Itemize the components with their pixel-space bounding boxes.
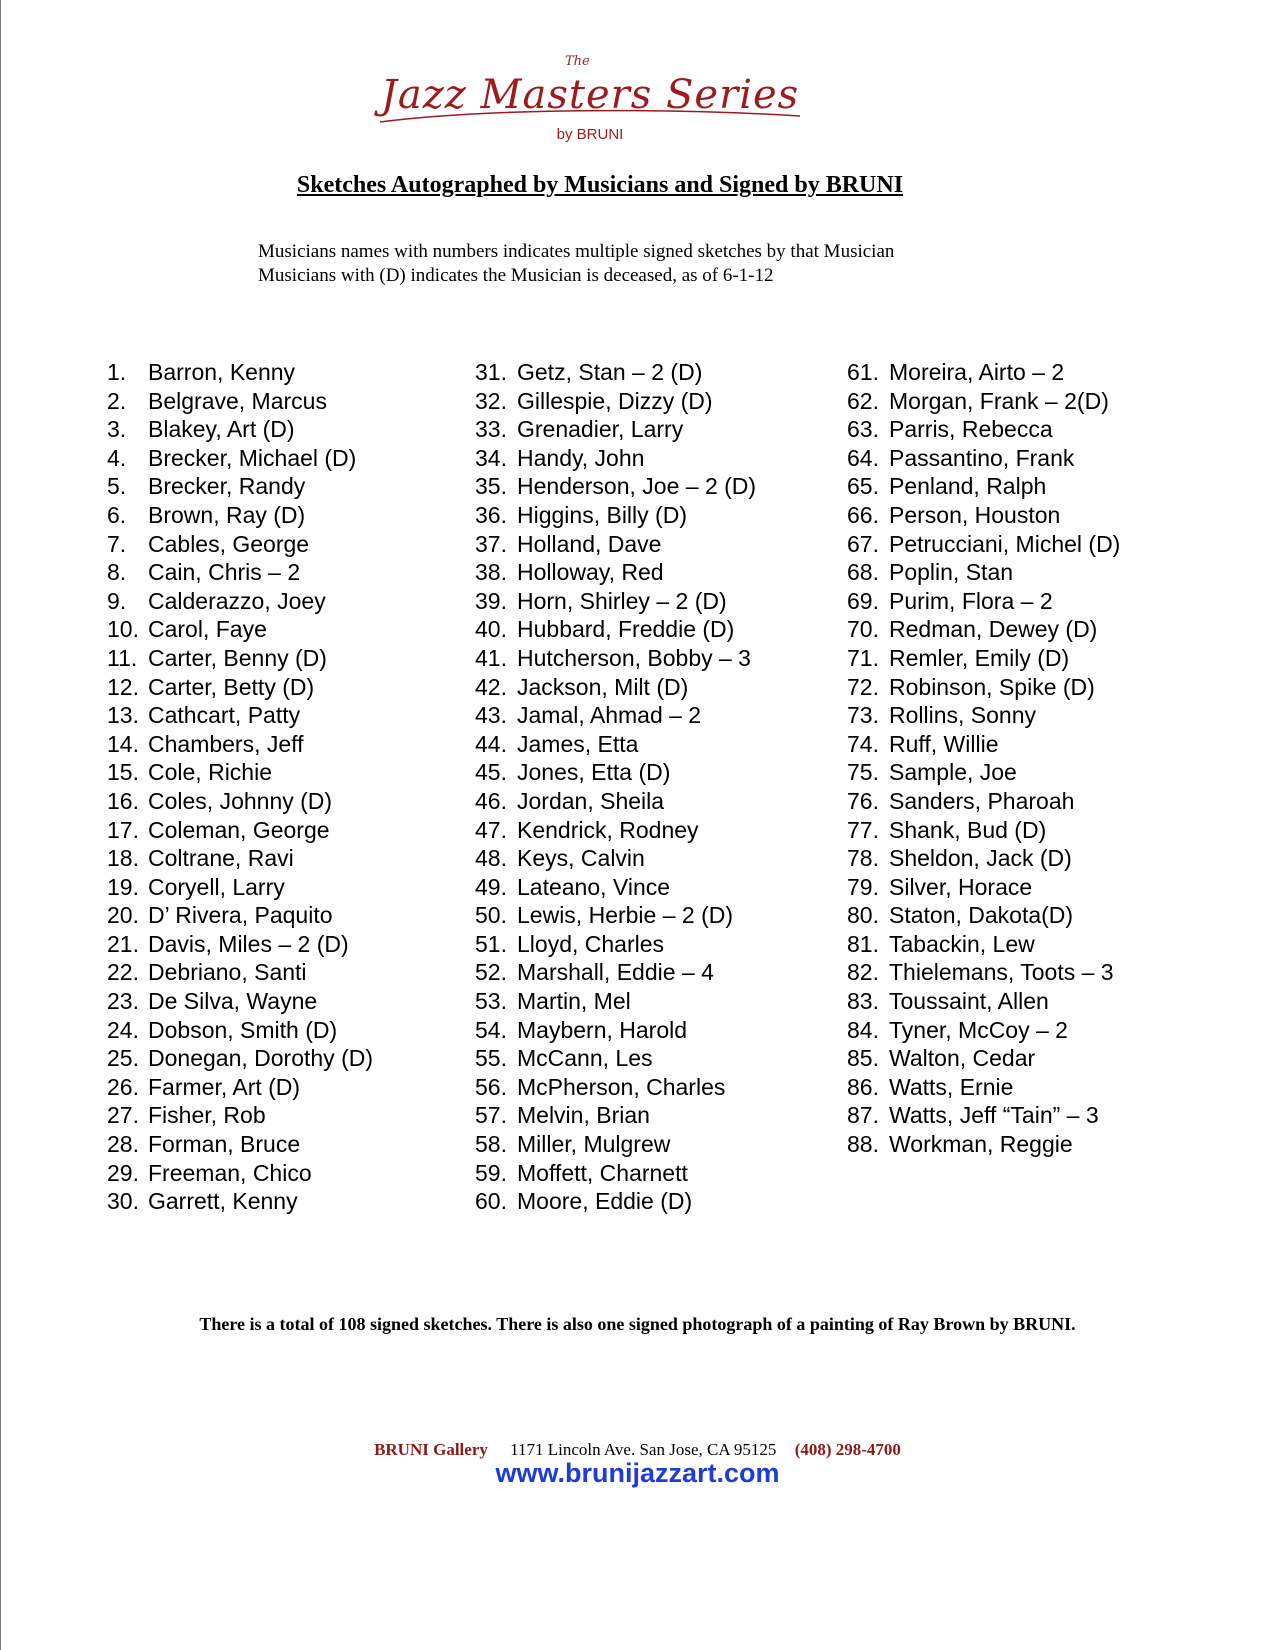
musician-entry — [475, 587, 756, 616]
entry-number: 10. — [107, 616, 139, 643]
entry-number: 65. — [847, 473, 879, 500]
musician-name: Cole, Richie — [148, 759, 272, 786]
musician-name: Miller, Mulgrew — [517, 1131, 671, 1158]
musician-name: Gillespie, Dizzy (D) — [517, 387, 713, 414]
musician-name: Cain, Chris – 2 — [148, 559, 301, 586]
entry-number: 20. — [107, 902, 139, 929]
musician-name: McPherson, Charles — [517, 1073, 726, 1100]
entry-number: 30. — [107, 1188, 139, 1215]
musician-entry — [107, 816, 373, 845]
entry-number: 84. — [847, 1016, 879, 1043]
entry-number: 72. — [847, 673, 879, 700]
musician-entry — [475, 1101, 756, 1130]
musician-entry — [847, 358, 1120, 387]
musician-name: Rollins, Sonny — [889, 702, 1037, 729]
musician-entry — [107, 1044, 373, 1073]
musician-name: Chambers, Jeff — [148, 730, 304, 757]
musician-name: Poplin, Stan — [889, 559, 1014, 586]
musician-entry — [475, 1130, 756, 1159]
musician-entry — [475, 1187, 756, 1216]
entry-number: 19. — [107, 873, 139, 900]
musician-entry — [475, 1044, 756, 1073]
entry-number: 70. — [847, 616, 879, 643]
musician-name: Parris, Rebecca — [889, 416, 1053, 443]
musician-name: Brecker, Randy — [148, 473, 306, 500]
musician-name: Carter, Benny (D) — [148, 644, 327, 671]
entry-number: 66. — [847, 501, 879, 528]
musician-entry — [107, 758, 373, 787]
musician-entry — [475, 816, 756, 845]
logo-script-text: Jazz Masters Series — [380, 72, 800, 118]
musician-entry — [847, 415, 1120, 444]
entry-number: 43. — [475, 702, 507, 729]
entry-number: 3. — [107, 416, 127, 443]
entry-number: 28. — [107, 1131, 139, 1158]
musician-entry — [107, 472, 373, 501]
musician-entry — [107, 530, 373, 559]
musician-entry — [475, 787, 756, 816]
musician-entry — [107, 558, 373, 587]
musician-name: Petrucciani, Michel (D) — [889, 530, 1121, 557]
musician-entry — [475, 387, 756, 416]
musician-name: James, Etta — [517, 730, 639, 757]
entry-number: 69. — [847, 587, 879, 614]
musician-name: Brown, Ray (D) — [148, 501, 306, 528]
logo-by-bruni: by BRUNI — [556, 126, 624, 143]
musician-name: Horn, Shirley – 2 (D) — [517, 587, 727, 614]
musician-name: Jamal, Ahmad – 2 — [517, 702, 702, 729]
musician-entry — [475, 358, 756, 387]
entry-number: 45. — [475, 759, 507, 786]
musician-entry — [847, 901, 1120, 930]
musician-name: Jackson, Milt (D) — [517, 673, 689, 700]
musician-name: Davis, Miles – 2 (D) — [148, 930, 349, 957]
musician-name: Garrett, Kenny — [148, 1188, 298, 1215]
musician-entry — [847, 587, 1120, 616]
notes-block — [258, 240, 894, 288]
musician-name: Keys, Calvin — [517, 845, 645, 872]
entry-number: 48. — [475, 845, 507, 872]
musician-name: Holland, Dave — [517, 530, 662, 557]
entry-number: 9. — [107, 587, 127, 614]
musician-name: Jones, Etta (D) — [517, 759, 671, 786]
entry-number: 68. — [847, 559, 879, 586]
musician-entry — [107, 1159, 373, 1188]
page-title: Sketches Autographed by Musicians and Signed by BRUNI — [296, 172, 904, 198]
musician-name: Thielemans, Toots – 3 — [889, 959, 1114, 986]
musician-entry — [475, 873, 756, 902]
musician-name: Belgrave, Marcus — [148, 387, 327, 414]
entry-number: 32. — [475, 387, 507, 414]
entry-number: 67. — [847, 530, 879, 557]
entry-number: 50. — [475, 902, 507, 929]
musician-entry — [847, 1130, 1120, 1159]
entry-number: 37. — [475, 530, 507, 557]
musician-entry — [475, 844, 756, 873]
musician-name: Tabackin, Lew — [889, 930, 1035, 957]
musician-entry — [847, 816, 1120, 845]
musician-entry — [107, 358, 373, 387]
musician-name: Kendrick, Rodney — [517, 816, 699, 843]
musician-entry — [107, 387, 373, 416]
musician-entry — [475, 615, 756, 644]
entry-number: 75. — [847, 759, 879, 786]
musician-entry — [475, 415, 756, 444]
musician-entry — [107, 730, 373, 759]
musician-entry — [847, 730, 1120, 759]
musician-name: Calderazzo, Joey — [148, 587, 326, 614]
entry-number: 16. — [107, 787, 139, 814]
musician-entry — [475, 730, 756, 759]
entry-number: 42. — [475, 673, 507, 700]
total-statement: There is a total of 108 signed sketches. There is also one signed photograph of a painting of Ray Brown by BRUNI. — [199, 1314, 1076, 1334]
musician-name: Debriano, Santi — [148, 959, 307, 986]
musician-name: Cathcart, Patty — [148, 702, 301, 729]
entry-number: 23. — [107, 988, 139, 1015]
musician-entry — [475, 958, 756, 987]
entry-number: 62. — [847, 387, 879, 414]
entry-number: 6. — [107, 501, 127, 528]
entry-number: 35. — [475, 473, 507, 500]
musician-entry — [847, 501, 1120, 530]
musician-name: Brecker, Michael (D) — [148, 444, 357, 471]
musician-entry — [847, 758, 1120, 787]
musician-entry — [475, 558, 756, 587]
entry-number: 73. — [847, 702, 879, 729]
musician-name: Blakey, Art (D) — [148, 416, 295, 443]
musician-name: Person, Houston — [889, 501, 1061, 528]
musician-entry — [475, 444, 756, 473]
entry-number: 12. — [107, 673, 139, 700]
musician-entry — [107, 1073, 373, 1102]
musician-entry — [107, 415, 373, 444]
entry-number: 36. — [475, 501, 507, 528]
musician-entry — [847, 930, 1120, 959]
entry-number: 54. — [475, 1016, 507, 1043]
entry-number: 22. — [107, 959, 139, 986]
entry-number: 24. — [107, 1016, 139, 1043]
musician-name: Hutcherson, Bobby – 3 — [517, 644, 751, 671]
musician-name: Melvin, Brian — [517, 1102, 650, 1129]
entry-number: 11. — [107, 644, 138, 671]
musician-entry — [475, 1159, 756, 1188]
footer-contact-line — [0, 1440, 1275, 1460]
entry-number: 60. — [475, 1188, 507, 1215]
musician-name: Handy, John — [517, 444, 645, 471]
musician-name: Carter, Betty (D) — [148, 673, 315, 700]
musician-entry — [847, 987, 1120, 1016]
entry-number: 53. — [475, 988, 507, 1015]
musician-name: Sample, Joe — [889, 759, 1017, 786]
musician-name: Forman, Bruce — [148, 1131, 301, 1158]
entry-number: 15. — [107, 759, 139, 786]
musician-name: Fisher, Rob — [148, 1102, 266, 1129]
musician-name: Penland, Ralph — [889, 473, 1047, 500]
musician-entry — [475, 472, 756, 501]
musician-entry — [475, 987, 756, 1016]
entry-number: 51. — [475, 930, 507, 957]
musician-name: Barron, Kenny — [148, 359, 296, 385]
entry-number: 2. — [107, 387, 127, 414]
musician-name: Lateano, Vince — [517, 873, 671, 900]
musician-name: Ruff, Willie — [889, 730, 999, 757]
musician-list-column-1 — [107, 358, 373, 1216]
entry-number: 59. — [475, 1159, 507, 1186]
musician-name: Silver, Horace — [889, 873, 1033, 900]
musician-entry — [107, 930, 373, 959]
entry-number: 86. — [847, 1073, 879, 1100]
musician-entry — [107, 958, 373, 987]
musician-name: Coryell, Larry — [148, 873, 285, 900]
musician-entry — [847, 387, 1120, 416]
musician-entry — [475, 930, 756, 959]
entry-number: 5. — [107, 473, 127, 500]
entry-number: 81. — [847, 930, 879, 957]
entry-number: 25. — [107, 1045, 139, 1072]
musician-entry — [847, 558, 1120, 587]
entry-number: 26. — [107, 1073, 139, 1100]
entry-number: 4. — [107, 444, 127, 471]
musician-name: Toussaint, Allen — [889, 988, 1049, 1015]
musician-entry — [107, 644, 373, 673]
musician-name: Farmer, Art (D) — [148, 1073, 301, 1100]
entry-number: 76. — [847, 787, 879, 814]
entry-number: 21. — [107, 930, 139, 957]
musician-name: Remler, Emily (D) — [889, 644, 1070, 671]
entry-number: 49. — [475, 873, 507, 900]
musician-name: Redman, Dewey (D) — [889, 616, 1098, 643]
entry-number: 8. — [107, 559, 127, 586]
musician-entry — [107, 673, 373, 702]
musician-entry — [107, 787, 373, 816]
musician-name: Higgins, Billy (D) — [517, 501, 687, 528]
entry-number: 74. — [847, 730, 879, 757]
musician-entry — [107, 987, 373, 1016]
musician-entry — [475, 1073, 756, 1102]
musician-name: McCann, Les — [517, 1045, 653, 1072]
musician-entry — [107, 1130, 373, 1159]
musician-entry — [847, 644, 1120, 673]
musician-name: Carol, Faye — [148, 616, 267, 643]
entry-number: 63. — [847, 416, 879, 443]
musician-name: Lloyd, Charles — [517, 930, 665, 957]
entry-number: 82. — [847, 959, 879, 986]
musician-name: Donegan, Dorothy (D) — [148, 1045, 373, 1072]
musician-entry — [107, 587, 373, 616]
gallery-phone: (408) 298-4700 — [794, 1440, 901, 1459]
musician-entry — [847, 673, 1120, 702]
website-link[interactable]: www.brunijazzart.com — [495, 1458, 780, 1488]
entry-number: 17. — [107, 816, 139, 843]
musician-entry — [107, 615, 373, 644]
musician-entry — [847, 1016, 1120, 1045]
entry-number: 56. — [475, 1073, 507, 1100]
entry-number: 41. — [475, 644, 507, 671]
entry-number: 64. — [847, 444, 879, 471]
musician-name: Walton, Cedar — [889, 1045, 1036, 1072]
musician-name: Moore, Eddie (D) — [517, 1188, 693, 1215]
entry-number: 39. — [475, 587, 507, 614]
musician-entry — [847, 530, 1120, 559]
musician-name: Passantino, Frank — [889, 444, 1075, 471]
musician-list-column-3 — [847, 358, 1120, 1159]
musician-entry — [107, 701, 373, 730]
musician-name: Cables, George — [148, 530, 310, 557]
musician-entry — [475, 673, 756, 702]
entry-number: 29. — [107, 1159, 139, 1186]
musician-name: Jordan, Sheila — [517, 787, 665, 814]
musician-name: Coleman, George — [148, 816, 330, 843]
musician-list-column-2 — [475, 358, 756, 1216]
entry-number: 18. — [107, 845, 139, 872]
musician-name: De Silva, Wayne — [148, 988, 318, 1015]
entry-number: 78. — [847, 845, 879, 872]
musician-entry — [107, 444, 373, 473]
musician-name: Martin, Mel — [517, 988, 631, 1015]
musician-name: Sanders, Pharoah — [889, 787, 1075, 814]
musician-name: Coles, Johnny (D) — [148, 787, 333, 814]
musician-name: Tyner, McCoy – 2 — [889, 1016, 1068, 1043]
entry-number: 55. — [475, 1045, 507, 1072]
musician-name: Freeman, Chico — [148, 1159, 312, 1186]
musician-entry — [475, 701, 756, 730]
entry-number: 83. — [847, 988, 879, 1015]
musician-entry — [847, 1101, 1120, 1130]
entry-number: 7. — [107, 530, 127, 557]
entry-number: 13. — [107, 702, 139, 729]
musician-entry — [107, 901, 373, 930]
entry-number: 87. — [847, 1102, 879, 1129]
musician-name: Shank, Bud (D) — [889, 816, 1047, 843]
musician-entry — [107, 1187, 373, 1216]
entry-number: 33. — [475, 416, 507, 443]
musician-name: Lewis, Herbie – 2 (D) — [517, 902, 734, 929]
musician-name: Watts, Jeff “Tain” – 3 — [889, 1102, 1099, 1129]
musician-entry — [475, 501, 756, 530]
musician-entry — [847, 958, 1120, 987]
musician-name: Coltrane, Ravi — [148, 845, 294, 872]
musician-entry — [475, 644, 756, 673]
musician-entry — [847, 873, 1120, 902]
musician-entry — [847, 472, 1120, 501]
musician-entry — [107, 501, 373, 530]
musician-name: D’ Rivera, Paquito — [148, 902, 333, 929]
entry-number: 40. — [475, 616, 507, 643]
entry-number: 77. — [847, 816, 879, 843]
entry-number: 14. — [107, 730, 139, 757]
gallery-address: 1171 Lincoln Ave. San Jose, CA 95125 — [510, 1440, 777, 1459]
entry-number: 85. — [847, 1045, 879, 1072]
musician-name: Dobson, Smith (D) — [148, 1016, 338, 1043]
entry-number: 34. — [475, 444, 507, 471]
note-multiple-sketches: Musicians names with numbers indicates multiple signed sketches by that Musician — [258, 241, 895, 262]
entry-number: 1. — [107, 359, 127, 385]
entry-number: 31. — [475, 359, 507, 385]
entry-number: 44. — [475, 730, 507, 757]
musician-name: Morgan, Frank – 2(D) — [889, 387, 1109, 414]
entry-number: 38. — [475, 559, 507, 586]
musician-name: Marshall, Eddie – 4 — [517, 959, 714, 986]
musician-entry — [847, 444, 1120, 473]
musician-entry — [475, 758, 756, 787]
musician-name: Henderson, Joe – 2 (D) — [517, 473, 757, 500]
entry-number: 47. — [475, 816, 507, 843]
page-edge-rule — [0, 0, 1, 1650]
musician-name: Holloway, Red — [517, 559, 664, 586]
musician-entry — [475, 1016, 756, 1045]
musician-name: Maybern, Harold — [517, 1016, 688, 1043]
entry-number: 57. — [475, 1102, 507, 1129]
entry-number: 71. — [847, 644, 879, 671]
musician-name: Robinson, Spike (D) — [889, 673, 1095, 700]
musician-entry — [107, 1016, 373, 1045]
musician-name: Moffett, Charnett — [517, 1159, 688, 1186]
musician-entry — [107, 873, 373, 902]
musician-entry — [847, 1073, 1120, 1102]
musician-entry — [847, 615, 1120, 644]
musician-entry — [475, 901, 756, 930]
musician-name: Getz, Stan – 2 (D) — [517, 359, 703, 385]
musician-name: Grenadier, Larry — [517, 416, 684, 443]
gallery-name: BRUNI Gallery — [374, 1440, 488, 1459]
jazz-masters-series-logo — [370, 54, 810, 150]
musician-entry — [107, 844, 373, 873]
musician-name: Moreira, Airto – 2 — [889, 359, 1065, 385]
musician-name: Purim, Flora – 2 — [889, 587, 1053, 614]
entry-number: 80. — [847, 902, 879, 929]
entry-number: 46. — [475, 787, 507, 814]
musician-entry — [475, 530, 756, 559]
entry-number: 88. — [847, 1131, 879, 1158]
entry-number: 79. — [847, 873, 879, 900]
musician-entry — [107, 1101, 373, 1130]
musician-name: Workman, Reggie — [889, 1131, 1073, 1158]
logo-the-text: The — [565, 54, 590, 69]
entry-number: 52. — [475, 959, 507, 986]
musician-entry — [847, 701, 1120, 730]
entry-number: 27. — [107, 1102, 139, 1129]
musician-name: Watts, Ernie — [889, 1073, 1014, 1100]
musician-name: Hubbard, Freddie (D) — [517, 616, 735, 643]
musician-entry — [847, 844, 1120, 873]
note-deceased: Musicians with (D) indicates the Musician is deceased, as of 6-1-12 — [258, 265, 774, 286]
musician-name: Staton, Dakota(D) — [889, 902, 1074, 929]
musician-entry — [847, 787, 1120, 816]
musician-name: Sheldon, Jack (D) — [889, 845, 1072, 872]
musician-entry — [847, 1044, 1120, 1073]
entry-number: 58. — [475, 1131, 507, 1158]
entry-number: 61. — [847, 359, 879, 385]
